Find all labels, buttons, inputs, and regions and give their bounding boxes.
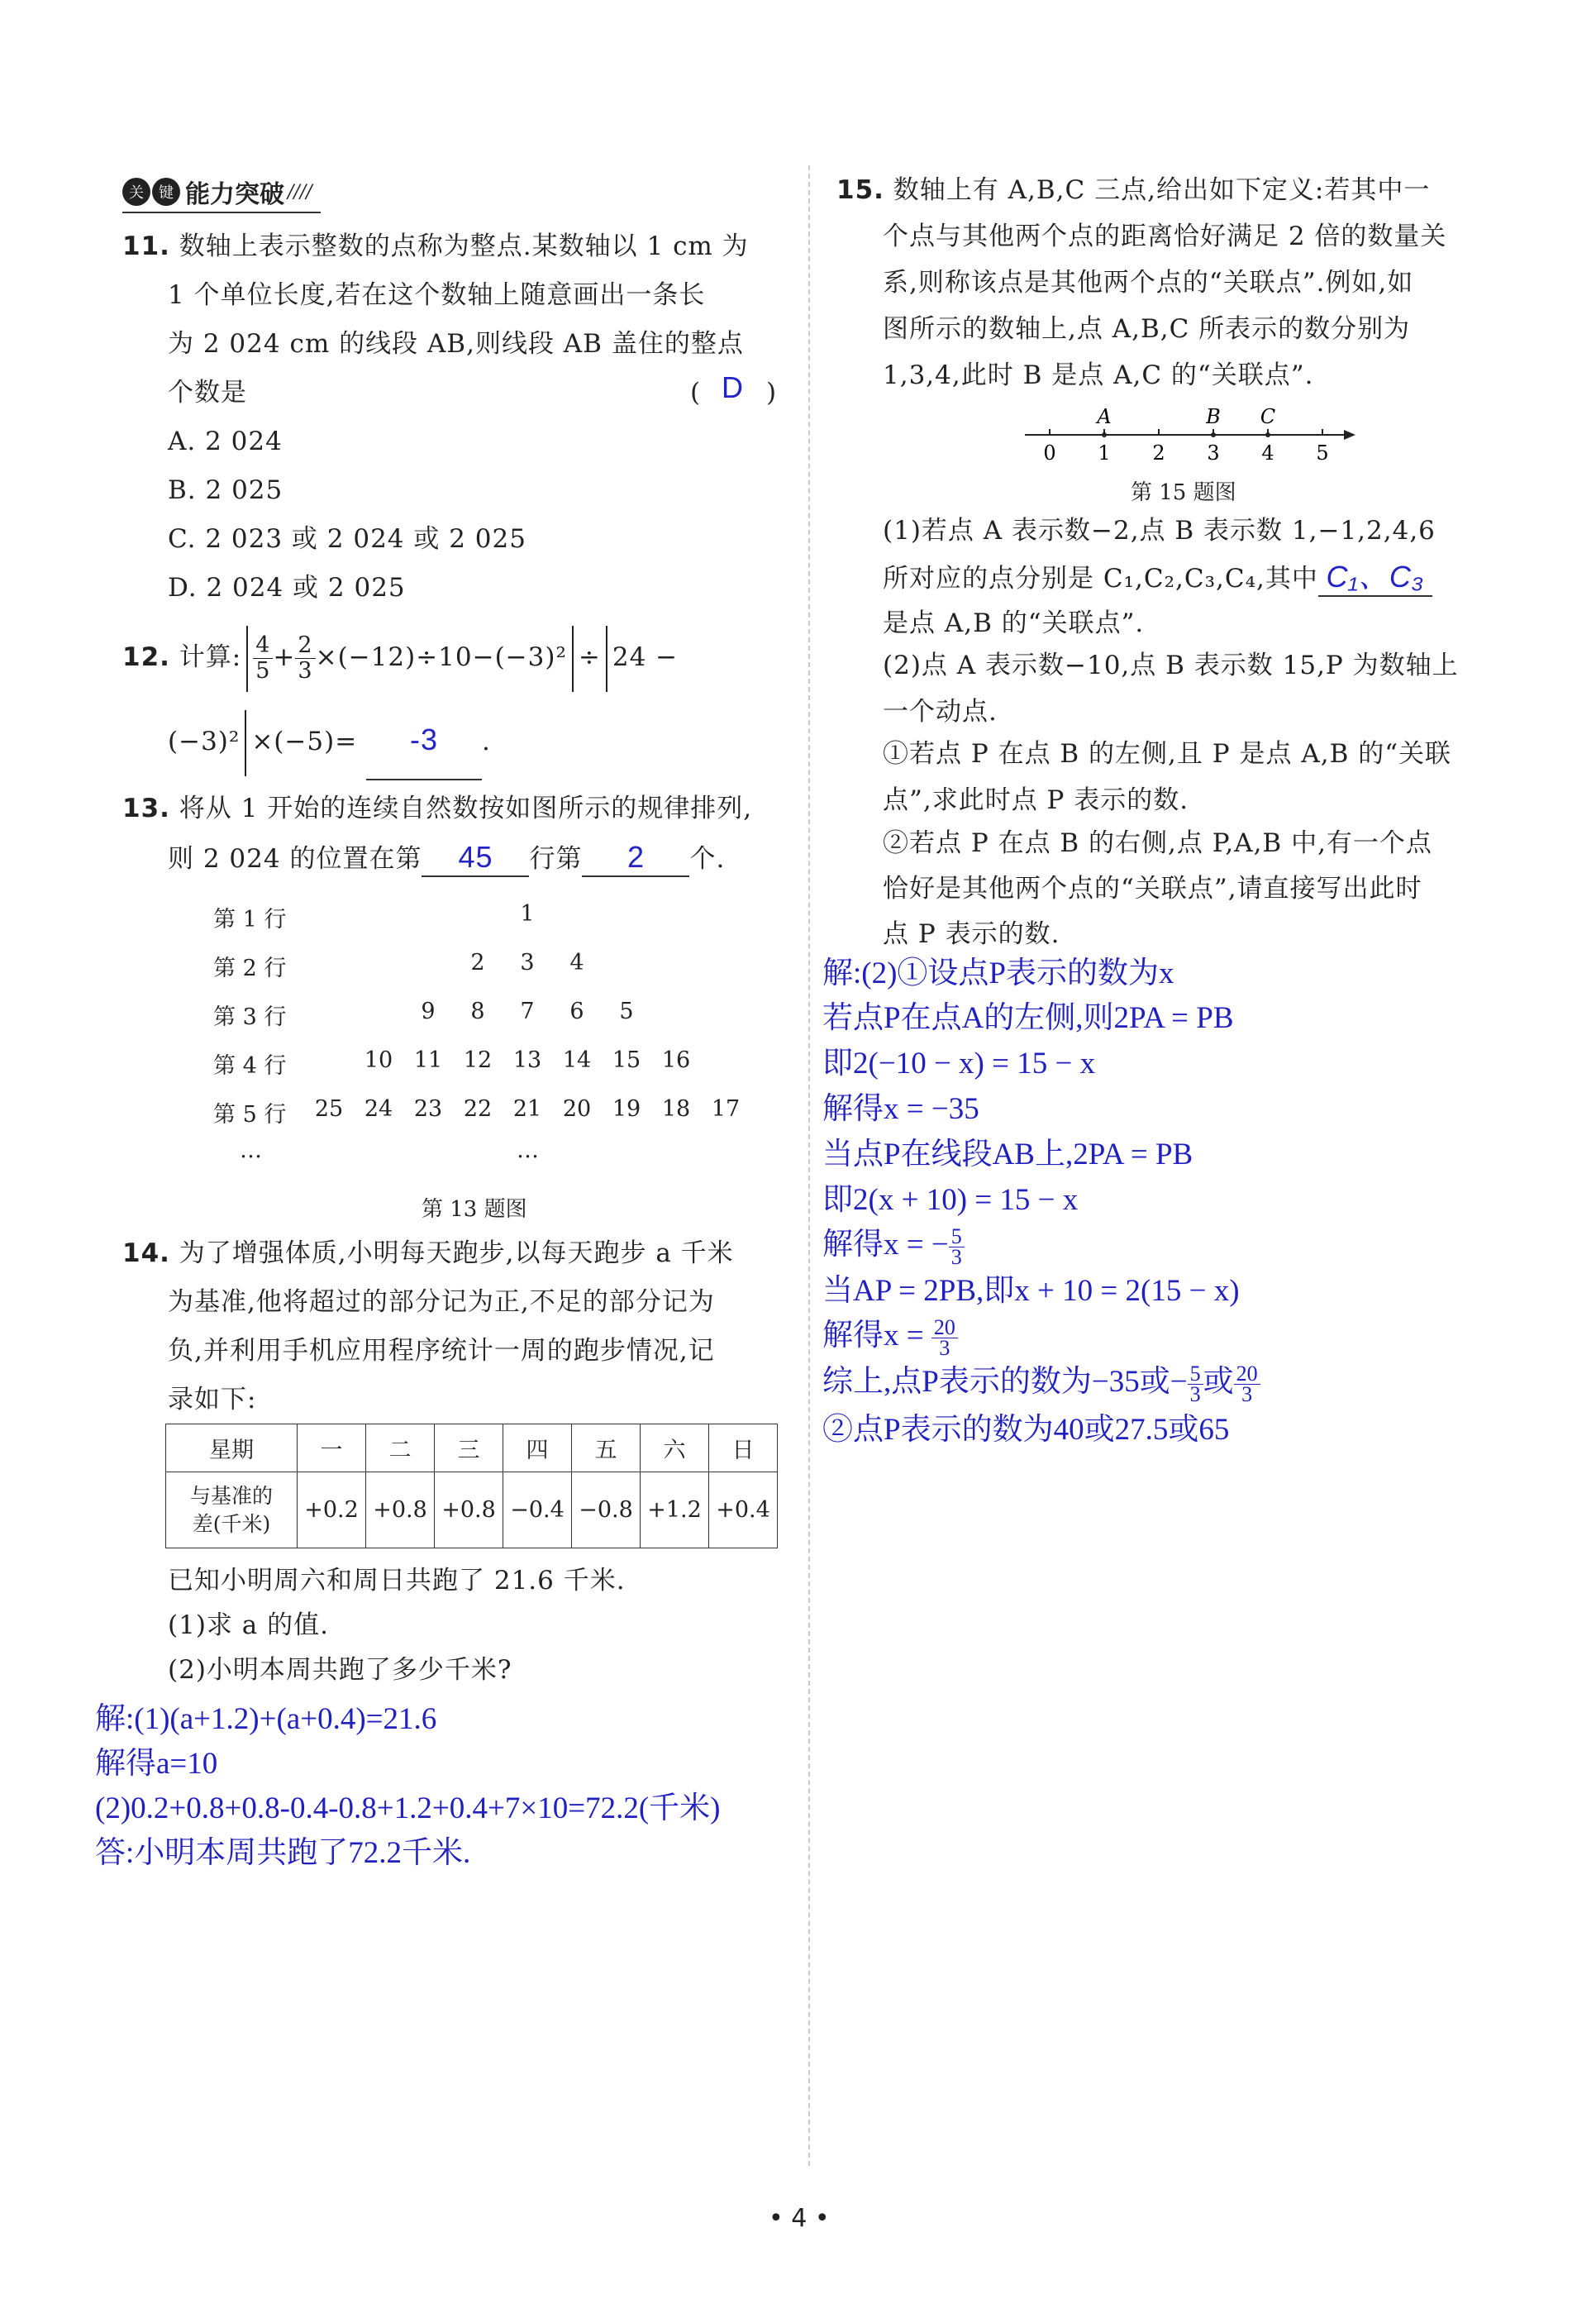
q13-blank-col bbox=[582, 841, 689, 877]
solution-frac: $\frac{5}{3}$ bbox=[1188, 1364, 1203, 1405]
q12-frac-1: $\frac{4}{5}$ bbox=[253, 633, 273, 684]
q13-answer-row: 45 bbox=[458, 840, 493, 874]
q15-solution-10: 综上,点P表示的数为−35或− $\frac{5}{3}$ 或 $\frac{20}{3}$ bbox=[822, 1362, 1260, 1405]
array-row-label: 第 5 行 bbox=[213, 1102, 287, 1128]
q15-line-1 bbox=[836, 174, 1430, 207]
axis-tick-label: 3 bbox=[1207, 441, 1220, 461]
array-number: 10 bbox=[364, 1047, 393, 1073]
q11-option-a: A. 2 024 bbox=[168, 427, 283, 456]
array-number: 8 bbox=[470, 999, 485, 1024]
table-row bbox=[166, 1424, 778, 1472]
q15-p2-line-7: 点 P 表示的数. bbox=[883, 919, 1060, 949]
abs-bar-close-2 bbox=[245, 710, 246, 776]
table-value-cell: +0.4 bbox=[709, 1472, 778, 1548]
q11-line-4 bbox=[168, 370, 779, 409]
q15-p1-blank bbox=[1318, 560, 1432, 597]
q15-line-3: 系,则称该点是其他两个点的“关联点”.例如,如 bbox=[883, 268, 1414, 298]
q15-caption: 第 15 题图 bbox=[1131, 480, 1236, 505]
axis-point-B bbox=[1211, 432, 1216, 437]
header-deco-icon: //// bbox=[288, 181, 312, 203]
q12-plus: + bbox=[273, 642, 296, 672]
solution-frac: $\frac{20}{3}$ bbox=[1234, 1364, 1260, 1405]
array-number: 6 bbox=[569, 999, 584, 1024]
array-number: 9 bbox=[421, 999, 436, 1024]
array-number: 17 bbox=[711, 1096, 741, 1122]
axis-point-A bbox=[1102, 432, 1107, 437]
array-number: 3 bbox=[520, 950, 535, 976]
q13-line-1 bbox=[122, 792, 752, 825]
q15-p2-line-6: 恰好是其他两个点的“关联点”,请直接写出此时 bbox=[883, 874, 1422, 904]
q14-solution-2: 解得a=10 bbox=[95, 1747, 218, 1781]
q13-blank-row bbox=[422, 841, 529, 877]
table-day-cell: 六 bbox=[641, 1424, 709, 1472]
q13-dots-center: … bbox=[517, 1138, 539, 1163]
array-row-label: 第 1 行 bbox=[213, 907, 287, 933]
table-value-cell: +0.8 bbox=[435, 1472, 503, 1548]
q15-solution-4: 解得x = −35 bbox=[822, 1092, 979, 1126]
q14-line-4: 录如下: bbox=[168, 1385, 257, 1414]
array-number: 18 bbox=[661, 1096, 691, 1122]
q11-text-4: 个数是 bbox=[168, 378, 247, 408]
array-number: 22 bbox=[463, 1096, 493, 1122]
axis-tick-label: 5 bbox=[1316, 441, 1329, 461]
page-number: • 4 • bbox=[769, 2204, 830, 2233]
array-number: 12 bbox=[463, 1047, 493, 1073]
q15-number-line bbox=[1017, 395, 1364, 461]
q12-expr-3: (−3)² bbox=[168, 727, 241, 756]
array-number: 2 bbox=[470, 950, 485, 976]
q12-frac-2: $\frac{2}{3}$ bbox=[295, 633, 315, 684]
q12-number: 12. bbox=[122, 642, 170, 672]
array-row-label: 第 3 行 bbox=[213, 1004, 287, 1030]
array-number: 14 bbox=[562, 1047, 592, 1073]
table-row-label: 与基准的 差(千米) bbox=[166, 1472, 298, 1548]
q14-after-1: 已知小明周六和周日共跑了 21.6 千米. bbox=[168, 1566, 626, 1596]
q11-paren-close: ) bbox=[766, 378, 778, 408]
q11-paren-open: ( bbox=[690, 378, 702, 408]
q15-line-4: 图所示的数轴上,点 A,B,C 所表示的数分别为 bbox=[883, 314, 1411, 344]
array-number: 24 bbox=[364, 1096, 393, 1122]
q12-expr-2: 24 − bbox=[612, 642, 679, 672]
axis-point-C bbox=[1265, 432, 1270, 437]
q13-number: 13. bbox=[122, 794, 170, 823]
q13-caption: 第 13 题图 bbox=[422, 1197, 527, 1222]
q12-answer-blank bbox=[366, 703, 482, 780]
q11-option-b: B. 2 025 bbox=[168, 475, 283, 505]
q11-line-3: 为 2 024 cm 的线段 AB,则线段 AB 盖住的整点 bbox=[168, 329, 744, 359]
q15-solution-7: 解得x = − $\frac{5}{3}$ bbox=[822, 1225, 965, 1267]
q15-number: 15. bbox=[836, 175, 884, 205]
abs-bar-open-2 bbox=[606, 626, 607, 692]
table-day-cell: 日 bbox=[709, 1424, 778, 1472]
q15-p1-line-3: 是点 A,B 的“关联点”. bbox=[883, 608, 1145, 638]
array-number: 15 bbox=[612, 1047, 641, 1073]
table-value-cell: −0.8 bbox=[572, 1472, 641, 1548]
q15-solution-11: ②点P表示的数为40或27.5或65 bbox=[822, 1413, 1230, 1447]
q15-solution-2: 若点P在点A的左侧,则2PA = PB bbox=[822, 1001, 1234, 1035]
q15-solution-1: 解:(2)①设点P表示的数为x bbox=[822, 956, 1174, 990]
q12-label: 计算: bbox=[179, 642, 242, 672]
q11-answer: D bbox=[722, 370, 744, 404]
table-day-cell: 一 bbox=[298, 1424, 366, 1472]
q13-line-2: 则 2 024 的位置在第 45 行第 2 个. bbox=[168, 841, 725, 877]
table-row bbox=[166, 1472, 778, 1548]
q12-expr-1: ×(−12)÷10−(−3)² bbox=[315, 642, 567, 672]
axis-point-label-B: B bbox=[1206, 405, 1221, 428]
q14-after-2: (1)求 a 的值. bbox=[168, 1610, 329, 1640]
array-number: 7 bbox=[520, 999, 535, 1024]
q12-expr-4: ×(−5)= bbox=[251, 727, 358, 756]
q15-solution-6: 即2(x + 10) = 15 − x bbox=[822, 1183, 1079, 1217]
array-number: 4 bbox=[569, 950, 584, 976]
q11-line-2: 1 个单位长度,若在这个数轴上随意画出一条长 bbox=[168, 280, 706, 310]
header-underline bbox=[122, 212, 321, 213]
array-row-label: 第 2 行 bbox=[213, 956, 287, 981]
table-day-cell: 三 bbox=[435, 1424, 503, 1472]
q15-p1-line-1: (1)若点 A 表示数−2,点 B 表示数 1,−1,2,4,6 bbox=[883, 516, 1436, 546]
table-day-cell: 二 bbox=[366, 1424, 435, 1472]
q11-line-1 bbox=[122, 230, 749, 263]
array-number: 19 bbox=[612, 1096, 641, 1122]
table-header-label: 星期 bbox=[166, 1424, 298, 1472]
array-number: 25 bbox=[314, 1096, 344, 1122]
q15-p2-line-5: ②若点 P 在点 B 的右侧,点 P,A,B 中,有一个点 bbox=[883, 828, 1432, 858]
solution-frac: $\frac{20}{3}$ bbox=[931, 1318, 958, 1358]
q12-div: ÷ bbox=[578, 642, 601, 672]
section-header bbox=[122, 174, 312, 210]
abs-bar-close-1 bbox=[572, 626, 574, 692]
q11-option-c: C. 2 023 或 2 024 或 2 025 bbox=[168, 524, 526, 554]
array-number: 5 bbox=[619, 999, 634, 1024]
abs-bar-open-1 bbox=[246, 626, 248, 692]
axis-tick-label: 0 bbox=[1043, 441, 1056, 461]
array-number: 1 bbox=[520, 901, 535, 927]
axis-tick-label: 2 bbox=[1152, 441, 1165, 461]
axis-tick-label: 1 bbox=[1098, 441, 1111, 461]
axis-tick-label: 4 bbox=[1261, 441, 1274, 461]
table-value-cell: +0.2 bbox=[298, 1472, 366, 1548]
q12-answer: -3 bbox=[410, 723, 439, 756]
array-number: 16 bbox=[661, 1047, 691, 1073]
q14-solution-1: 解:(1)(a+1.2)+(a+0.4)=21.6 bbox=[95, 1702, 437, 1736]
q14-after-3: (2)小明本周共跑了多少千米? bbox=[168, 1655, 512, 1685]
q13-dots-left: … bbox=[240, 1138, 262, 1163]
section-title: 能力突破 bbox=[185, 180, 284, 209]
q15-solution-5: 当点P在线段AB上,2PA = PB bbox=[822, 1138, 1193, 1171]
axis-arrow-icon bbox=[1344, 430, 1355, 440]
q11-option-d: D. 2 024 或 2 025 bbox=[168, 573, 406, 603]
solution-frac: $\frac{5}{3}$ bbox=[949, 1227, 965, 1267]
array-number: 13 bbox=[512, 1047, 542, 1073]
axis-point-label-A: A bbox=[1097, 405, 1112, 428]
q14-text-1: 为了增强体质,小明每天跑步,以每天跑步 a 千米 bbox=[179, 1238, 734, 1268]
array-number: 21 bbox=[512, 1096, 542, 1122]
array-row-label: 第 4 行 bbox=[213, 1053, 287, 1079]
q14-line-2: 为基准,他将超过的部分记为正,不足的部分记为 bbox=[168, 1287, 715, 1317]
q15-solution-3: 即2(−10 − x) = 15 − x bbox=[822, 1047, 1096, 1080]
table-day-cell: 五 bbox=[572, 1424, 641, 1472]
q15-p2-line-1: (2)点 A 表示数−10,点 B 表示数 15,P 为数轴上 bbox=[883, 651, 1459, 680]
array-number: 20 bbox=[562, 1096, 592, 1122]
q14-line-3: 负,并利用手机应用程序统计一周的跑步情况,记 bbox=[168, 1336, 715, 1366]
q14-table bbox=[165, 1424, 778, 1548]
q12-line-1 bbox=[122, 620, 678, 694]
q15-p1-line-2: 所对应的点分别是 C₁,C₂,C₃,C₄,其中 C₁、C₃ bbox=[883, 560, 1432, 597]
badge-char-1: 关 bbox=[122, 178, 150, 206]
q11-number: 11. bbox=[122, 231, 170, 261]
q14-solution-3: (2)0.2+0.8+0.8-0.4-0.8+1.2+0.4+7×10=72.2(千米) bbox=[95, 1791, 721, 1825]
q15-text-1: 数轴上有 A,B,C 三点,给出如下定义:若其中一 bbox=[893, 175, 1431, 205]
column-divider bbox=[808, 165, 810, 2166]
q15-solution-9: 解得x = $\frac{20}{3}$ bbox=[822, 1316, 958, 1358]
q15-p1-answer: C₁、C₃ bbox=[1326, 560, 1425, 594]
q15-line-5: 1,3,4,此时 B 是点 A,C 的“关联点”. bbox=[883, 360, 1314, 390]
badge-char-2: 键 bbox=[152, 178, 180, 206]
q15-solution-8: 当AP = 2PB,即x + 10 = 2(15 − x) bbox=[822, 1274, 1240, 1308]
table-value-cell: −0.4 bbox=[503, 1472, 572, 1548]
q14-number: 14. bbox=[122, 1238, 170, 1268]
axis-point-label-C: C bbox=[1260, 405, 1276, 428]
q15-line-2: 个点与其他两个点的距离恰好满足 2 倍的数量关 bbox=[883, 222, 1447, 251]
q14-solution-4: 答:小明本周共跑了72.2千米. bbox=[95, 1836, 471, 1870]
q15-p2-line-3: ①若点 P 在点 B 的左侧,且 P 是点 A,B 的“关联 bbox=[883, 739, 1452, 769]
q13-text-1: 将从 1 开始的连续自然数按如图所示的规律排列, bbox=[179, 794, 753, 823]
q11-text-1: 数轴上表示整数的点称为整点.某数轴以 1 cm 为 bbox=[179, 231, 749, 261]
table-day-cell: 四 bbox=[503, 1424, 572, 1472]
q13-answer-col: 2 bbox=[626, 840, 645, 874]
array-number: 11 bbox=[413, 1047, 443, 1073]
table-value-cell: +1.2 bbox=[641, 1472, 709, 1548]
q15-p2-line-4: 点”,求此时点 P 表示的数. bbox=[883, 785, 1189, 815]
q12-line-2: (−3)² ×(−5)= -3 . bbox=[168, 703, 491, 777]
table-value-cell: +0.8 bbox=[366, 1472, 435, 1548]
array-number: 23 bbox=[413, 1096, 443, 1122]
q15-p2-line-2: 一个动点. bbox=[883, 697, 998, 727]
q14-line-1 bbox=[122, 1237, 734, 1270]
